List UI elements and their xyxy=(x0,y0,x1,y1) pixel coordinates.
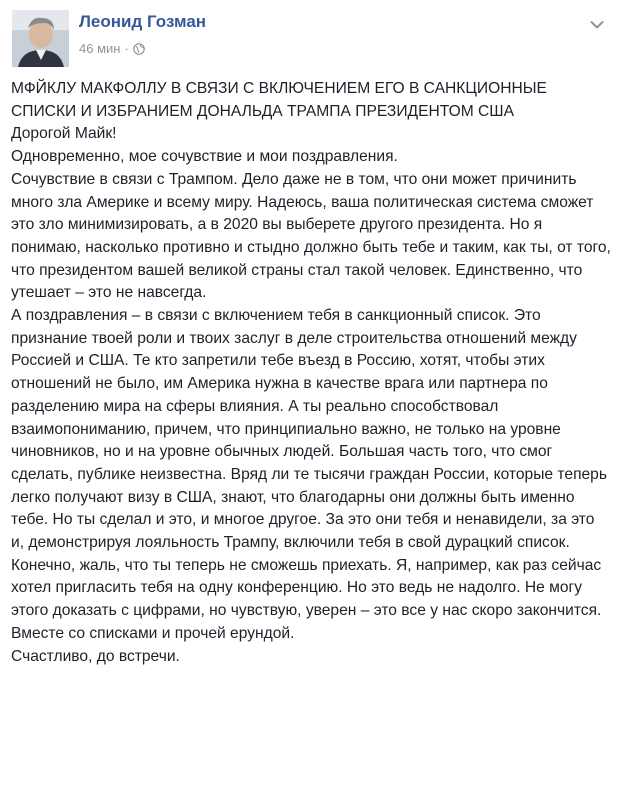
avatar[interactable] xyxy=(12,10,69,67)
globe-icon[interactable] xyxy=(133,43,145,55)
post-headline: МФЙКЛУ МАКФОЛЛУ В СВЯЗИ С ВКЛЮЧЕНИЕМ ЕГО В САНКЦИОННЫЕ СПИСКИ И ИЗБРАНИЕМ ДОНАЛЬДА ТРАМПА ПРЕЗИДЕНТОМ США xyxy=(11,80,547,120)
post-paragraph: Конечно, жаль, что ты теперь не сможешь приехать. Я, например, как раз сейчас хотел пригласить тебя на одну конференцию. Но это ведь не надолго. Не могу этого доказать с цифрами, но чувствую, уверен – это все у нас скоро закончится. Вместе со списками и прочей ерундой. xyxy=(11,556,602,642)
author-name-link[interactable]: Леонид Гозман xyxy=(79,12,207,31)
chevron-down-icon xyxy=(590,20,604,30)
post-closing: Счастливо, до встречи. xyxy=(11,647,180,665)
meta-separator: · xyxy=(124,41,129,56)
post-text xyxy=(11,78,611,668)
post-options-button[interactable] xyxy=(586,14,608,36)
post-paragraph: Сочувствие в связи с Трампом. Дело даже не в том, что они может причинить много зла Америке и всему миру. Надеюсь, ваша политическая система сможет это зло минимизировать, а в 2020 вы выберете другого президента. Но я понимаю, насколько противно и стыдно должно быть тебе и таким, как ты, от того, что президентом вашей великой страны стал такой человек. Единственно, что утешает – это не навсегда. xyxy=(11,170,611,302)
post-paragraph: А поздравления – в связи с включением тебя в санкционный список. Это признание твоей роли и твоих заслуг в деле строительства отношений между Россией и США. Те кто запретили тебе въезд в Россию, хотят, чтобы этих отношений не было, им Америка нужна в качестве врага или партнера по разделению мира на сферы влияния. А ты реально способствовал взаимопониманию, причем, что принципиально важно, не только на уровне чиновников, но и на уровне обычных людей. Большая часть того, что смог сделать, публике неизвестна. Вряд ли те тысячи граждан России, которые теперь легко получают визу в США, знают, что благодарны они должны быть именно тебе. Но ты сделал и это, и многое другое. За это они тебя и ненавидели, за это и, демонстрируя лояльность Трампу, включили тебя в свой дурацкий список. xyxy=(11,307,607,552)
post-paragraph: Одновременно, мое сочувствие и мои поздравления. xyxy=(11,148,398,166)
post-meta xyxy=(79,41,145,56)
post-timestamp[interactable]: 46 мин xyxy=(79,41,121,56)
post-header xyxy=(12,10,608,68)
post-greeting: Дорогой Майк! xyxy=(11,125,117,143)
